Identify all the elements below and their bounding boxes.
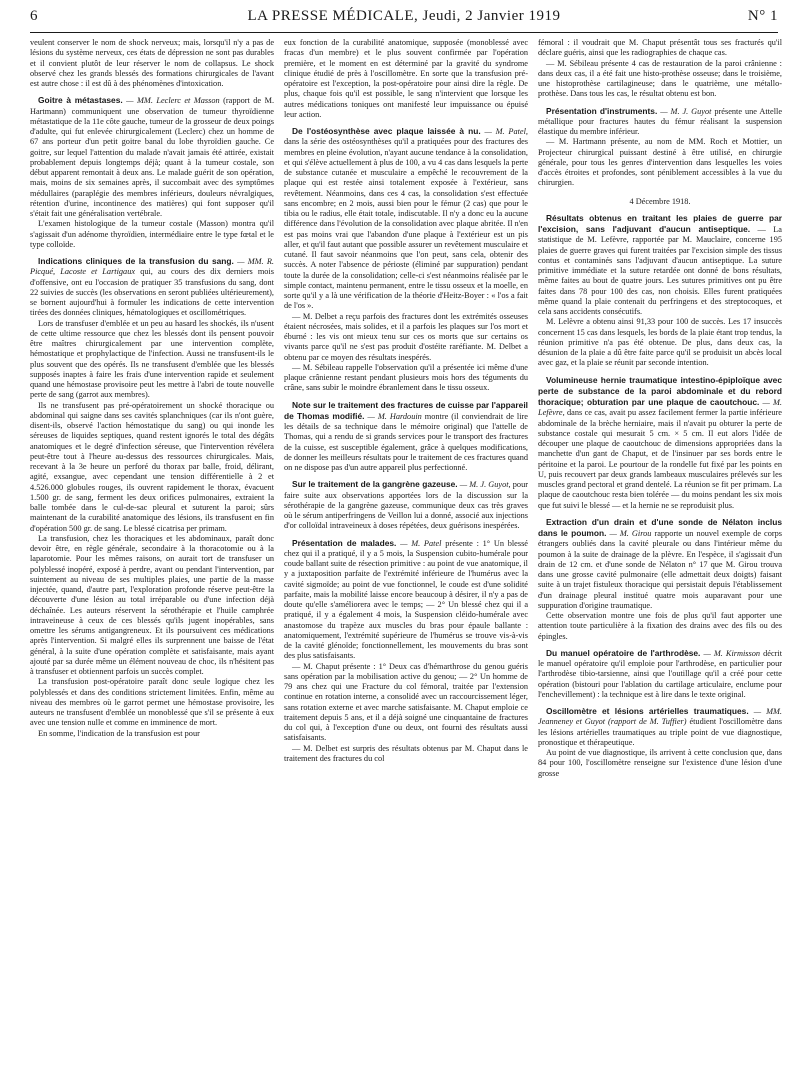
article-transfusion [30,256,274,319]
article-title: Note sur le traitement des fractures de cuisse par l'appareil de Thomas modifié. [284,399,528,421]
article-authors: — M. Lefèvre, [538,398,782,418]
paragraph: veulent conserver le nom de shock nerveux; mais, lorsqu'il n'y a pas de lésions du système nerveux, ces états de dépression ne sont pas durables et il convient plutôt de leur réserver le nom de collapsus. Le shock observé chez les grands blessés des formations chirurgicales de l'avant est autre chose : il est dû à des phénomènes d'intoxication. [30,38,274,88]
article-authors: — MM. Leclerc et Masson [126,96,220,106]
article-gangrene [284,479,528,531]
paragraph: Au point de vue diagnostique, ils arrivent à cette conclusion que, dans 84 pour 100, l'oscillomètre renseigne sur l'existence d'une lésion d'une grosse [538,748,782,778]
article-text: dans ce cas, avait pu assez facilement fermer la partie inférieure abdominale de la brèche herniaire, mais il n'avait pu obturer la perte de substance costale qui mesurait 5 cm. × 5 cm. Il eut alors l'idée de découper une plaque de caoutchouc de dimensions appropriées dans la manchette d'un gant de Chaput, et de l'insinuer par ses bords entre le péritoine et la paroi. Le pourtour de la rondelle fut fixé par les points en U, puis recouvert par deux grands lambeaux musculaires prélevés sur les muscles grand pectoral et grand dentelé. La réunion se fit per primam. La plaque de caoutchouc resta bien tolérée — du moins pendant les six mois que fut suivi le blessé — et la hernie ne se reproduisit plus. [538,408,782,510]
article-title: Goitre à métastases. [38,95,123,106]
journal-title: LA PRESSE MÉDICALE, Jeudi, 2 Janvier 1919 [247,8,561,24]
page-number: 6 [30,8,38,24]
article-title: Résultats obtenus en traitant les plaies de guerre par l'excision, sans l'adjuvant d'aucun antiseptique. [538,212,782,234]
article-instruments [538,106,782,138]
article-malades [284,538,528,662]
paragraph: L'examen histologique de la tumeur costale (Masson) montra qu'il s'agissait d'un adénome thyroïdien, intermédiaire entre le type fœtal et le type colloïde. [30,219,274,249]
article-text: montre (il conviendrait de lire les détails de sa technique dans le mémoire original) que l'attelle de Thomas, qui a rendu de si grands services pour le transport des fractures de la cuisse, est susceptible également, grâce à quelques modifications, de donner les meilleurs résultats pour le traitement de ces fractures quand on ne dispose pas d'un autre appareil plus perfectionné. [284,411,528,472]
article-goitre [30,95,274,219]
article-authors: — M. Patel [400,538,442,548]
column-left [30,38,274,1078]
article-authors: — MM. Jeanneney et Guyot (rapport de M. Tuffier) [538,707,782,727]
article-authors: — M. Patel, [484,127,528,136]
article-authors: — La statistique de M. Lefèvre, rapportée par M. Mauclaire, [538,225,782,245]
paragraph: La transfusion, chez les thoraciques et les abdominaux, paraît donc devoir être, en règle générale, secondaire à la thoracotomie ou à la laparotomie. Pour les mêmes raisons, on aurait tort de transfuser un polyblessé inopéré, exposé à perdre, avant ou pendant l'intervention, par suintement au niveau de ses multiples plaies, une partie de la masse injectée, quand, d'autre part, l'exploration profonde réserve peut-être la découverte d'une lésion au total irréparable ou d'une infection déjà déchaînée. Les auteurs réservent la sérothérapie et l'huile camphrée intraveineuse à ceux de ces blessés qu'ils jugent inopérables, sans omettre les sérums antigangreneux. Et ils poursuivent ces médications après l'intervention. Si malgré elles ils surprennent une baisse de l'état général, à la suite d'une opération complète et satisfaisante, mais ayant ajouté par sa durée même un élément nouveau de choc, ils n'hésitent pas à transfuser et obtiennent parfois un succès complet. [30,533,274,676]
article-authors: — M. Hardouin [367,411,422,421]
paragraph: Lors de transfuser d'emblée et un peu au hasard les shockés, ils n'usent de cette ultime ressource que chez les blessés dont ils pensent pouvoir être maîtres chirurgicalement par une intervention complète, hémostatique et prophylactique de l'infection. Aussi ne transfusent-ils le plus souvent que des opérés. Ils ne transfusent d'emblée que les blessés supposés inaptes à faire les frais d'une intervention rapide et seulement quand une hémostase provisoire peut les mettre à l'abri de toute nouvelle perte de sang (garrot aux membres). [30,318,274,400]
session-date: 4 Décembre 1918. [629,196,691,206]
article-drain [538,517,782,611]
paragraph: Ils ne transfusent pas pré-opératoirement un shocké thoracique ou abdominal qui saigne dans ses cavités splanchniques (car ils n'ont guère, disent-ils, observé l'action hémostatique du sang) ou qui inonde les séreuses de liquides septiques, quand restent ignorés le total des dégâts anatomiques et le degré d'infection séreuse, que l'intervention révélera peut-être tout à l'heure au-dessus des ressources chirurgicales. Mais, recevant à la 3e heure un perforé du thorax par balle, froid, délirant, agité, exsangue, avec cependant une tension différentielle à 2 et 4.526.000 globules rouges, ils ouvrent rapidement le thorax, évacuent 1.500 gr. de sang, ferment les deux orifices pulmonaires, extraient la balle tombée dans le cul-de-sac pleural et suturent la paroi; sûrs maintenant de la curabilité anatomique des lésions, ils transfusent en fin d'opération 500 gr. de sang. Le blessé cicatrisa per primam. [30,400,274,533]
article-thomas [284,400,528,474]
paragraph: — M. Chaput présente : 1° Deux cas d'hémarthrose du genou guéris sans opération par la mobilisation active du genou; — 2° Un homme de 79 ans chez qui une Fracture du col fémoral, traitée par l'extension continue en rotation interne, a consolidé avec un raccourcissement léger, sans rotation externe et avec marche satisfaisante. M. Chaput emploie ce traitement depuis 5 ans, et il a déjà soigné une cinquantaine de fractures du col qui, à l'exception d'une ou deux, ont fourni des résultats aussi satisfaisants. [284,661,528,743]
article-authors: — M. J. Guyot [660,106,712,116]
article-title: Présentation de malades. [292,537,397,548]
article-authors: — M. J. Guyot, [459,480,511,490]
article-text: pour faire suite aux observations apportées lors de la discussion sur la sérothérapie de la gangrène gazeuse, communique deux cas très graves où le sérum antiperfringens de Veillon lui a donné, associé aux injections d'or colloïdal intraveineux à doses répétées, deux guérisons inespérées. [284,480,528,531]
article-title: Indications cliniques de la transfusion du sang. [38,256,234,266]
article-text: étudient l'oscillomètre dans les lésions artérielles traumatiques au triple point de vue diagnostique, pronostique et thérapeutique. [538,717,782,747]
article-title: Extraction d'un drain et d'une sonde de Nélaton inclus dans le poumon. [538,516,782,538]
article-title: Présentation d'instruments. [546,105,658,116]
paragraph: — M. Sébileau rappelle l'observation qu'il a présentée ici même d'une plaque crânienne restant pendant plusieurs mois hors des téguments du crâne, sans subir le moindre ébranlement dans le tissu osseux. [284,362,528,393]
paragraph: — M. Hartmann présente, au nom de MM. Roch et Mottier, un Projecteur chirurgical puissant destiné à être utilisé, en chirurgie générale, pour tous les genres d'intervention dans lesquelles les voies d'accès étroites et profondes, sont péniblement accessibles à la vue du chirurgien. [538,137,782,188]
article-title: Volumineuse hernie traumatique intestino-épiploïque avec perte de substance de la paroi abdominale et du rebord thoracique; obturation par une plaque de caoutchouc. [538,374,782,407]
article-text: dans la série des ostéosynthèses qu'il a pratiquées pour des fractures des membres en pleine évolution, n'ayant aucune tendance à la consolidation, et qui s'élève actuellement à plus de 100, a vu 4 cas dans lesquels la perte de substance cutanée et musculaire a empêché le recouvrement de la plaque qui est restée ainsi totalement exposée à l'extérieur, sans revêtement. Néanmoins, dans ces 4 cas, la consolidation s'est effectuée sans encombre; en 2 mois, aussi bien pour le fémur (2 cas) que pour le tibia ou le radius, elle était totale, indiscutable. Il n'y a donc eu la aucune différence dans l'évolution de la consolidation avec plaque abritée. Il n'en est pas moins vrai que l'abandon d'une plaque à l'extérieur est un pis aller, et qu'il faut autant que possible assurer un revêtement musculaire et cutané. Il faut savoir néanmoins que l'on peut, sans cela, obtenir des succès. A noter l'absence de périoste (éliminé par suppuration) pendant toute la durée de la consolidation; celle-ci s'est néanmoins réalisée par le simple contact, maintenu permanent, entre le tissu osseux et la moelle, en sorte qu'il y a là une vérification de la théorie d'Heitz-Boyer : « l'os a fait de l'os ». [284,137,528,311]
article-text: qui, au cours des dix derniers mois d'offensive, ont eu l'occasion de pratiquer 35 transfusions du sang, dont 22 suivies de succès (les observations en seront publiées ultérieurement), se bornent aujourd'hui à formuler les indications de cette intervention tirées des données cliniques, hématologiques et oscillométriques. [30,267,274,318]
article-hernie [538,375,782,511]
paragraph: La transfusion post-opératoire paraît donc seule logique chez les polyblessés et dans des conditions strictement limitées. Enfin, même au niveau des membres où le garrot permet une hémostase provisoire, les auteurs ne transfusent d'emblée un monoblessé que s'il se présente à eux avec une tension nulle et comme en imminence de mort. [30,677,274,728]
paragraph: — M. Delbet a reçu parfois des fractures dont les extrémités osseuses étaient nécrosées, mais solides, et il a parfois les plaques sur l'os mort et éburné : les vis ont mieux tenu sur ces os morts que sur certains os vivants parce qu'il ne s'est pas produit d'ostéite raréfiante. M. Delbet a obtenu par ce moyen des résultats inespérés. [284,311,528,362]
column-right [538,38,782,1078]
paragraph: — M. Sébileau présente 4 cas de restauration de la paroi crânienne : dans deux cas, il a été fait une histo-prothèse osseuse; dans le troisième, une histoprothèse cartilagineuse; dans le quatrième, une métallo-prothèse. Dans tous les cas, le résultat obtenu est bon. [538,58,782,99]
paragraph: — M. Delbet est surpris des résultats obtenus par M. Chaput dans le traitement des fractures du col [284,743,528,763]
column-middle [284,38,528,1078]
article-text: rapporte un nouvel exemple de corps étrangers oubliés dans la cavité pleurale ou dans l'intérieur même du poumon à la suite de drainage de la plèvre. En l'espèce, il s'agissait d'un drain de 12 cm. et d'une sonde de Nélaton n° 17 que M. Girou trouva dans une grosse cavité pulmonaire (elle admettait deux doigts) faisant suite à un trajet fistuleux thoracique qui persistait depuis l'établissement d'un drainage pleural institué quatre mois auparavant pour une suppuration d'origine traumatique. [538,529,782,610]
article-text: décrit le manuel opératoire qu'il emploie pour l'arthrodèse, en particulier pour l'arthrodèse tibio-tarsienne, ainsi que l'outillage qu'il a créé pour cette opération (bistouri pour l'ablation du cartilage articulaire, enclume pour l'enchevillement) : la technique est à lire dans le texte original. [538,648,782,699]
article-title: De l'ostéosynthèse avec plaque laissée à nu. [292,126,481,136]
article-title: Sur le traitement de la gangrène gazeuse. [292,479,458,490]
article-title: Du manuel opératoire de l'arthrodèse. [546,647,701,658]
article-osteosynthese [284,126,528,312]
paragraph: eux fonction de la curabilité anatomique, supposée (monoblessé avec fracas d'un membre) et le plus souvent confirmée par l'opération première, et le moment en est déterminé par la gravité du syndrome clinique étudié de près à l'oscillomètre. En sorte que la transfusion pré-opératoire est l'exception, la post-opératoire pour ainsi dire la règle. De plus, chaque fois qu'il est possible, le sang n'intervient que lorsque les autres médications toniques ont manifesté leur impuissance ou épuisé leur action. [284,38,528,119]
article-text: présente une Attelle métallique pour fractures hautes du fémur réalisant la suspension élastique du membre inférieur. [538,106,782,136]
article-excision [538,213,782,318]
article-title: Oscillomètre et lésions artérielles traumatiques. [546,706,749,716]
article-oscillometre [538,706,782,748]
paragraph: Cette observation montre une fois de plus qu'il faut apporter une attention toute particulière à la fixation des drains avec des fils ou des épingles. [538,611,782,641]
page-header [30,6,778,33]
issue-number: N° 1 [747,8,778,24]
paragraph: fémoral : il voudrait que M. Chaput présentât tous ses fracturés qu'il déclare guéris, ainsi que les radiographies de chaque cas. [538,38,782,58]
paragraph: M. Lelèvre a obtenu ainsi 91,33 pour 100 de succès. Les 17 insuccès concernent 15 cas dans lesquels, les bords de la plaie étant trop tendus, la réunion primitive n'a pas été obtenue. De plus, dans deux cas, la désunion de la plaie a dû être faite parce qu'il se produisit un abcès local avec gaz, et la plaie se réunit par seconde intention. [538,317,782,368]
article-text: concerne 195 plaies de guerre graves qui furent traitées par l'excision simple des tissus contus et contaminés sans l'adjuvant d'aucun antiseptique. La suture primitive immédiate et la suture retardée ont donné de bons résultats, même faites au bout de quatre jours. Les sutures primitives ont pu être faites dans 78 pour 100 des cas, non choisis. Elles furent pratiquées même quand la plaie contenait du perfringens et des streptocoques, et cela sans accidents consécutifs. [538,235,782,316]
article-authors: — M. Girou [609,529,652,538]
article-authors: — MM. R. Picqué, Lacoste et Lartigaux [30,257,274,277]
article-text: (rapport de M. Hartmann) communiquent une observation de tumeur thyroïdienne métastatique de la 11e côte gauche, tumeur de la grosseur de deux poings d'adulte, qui fut enlevée chirurgicalement (Leclerc) chez un homme de 67 ans porteur d'un petit goitre banal du lobe thyroïdien gauche. Ce goitre, sur lequel l'attention du malade n'avait jamais été attirée, existait probablement depuis longtemps déjà; quant à la tumeur costale, son début apparent remontait à deux ans. Le malade guérit de son opération, mais, moins de six semaines après, il succombait avec des symptômes médullaires (paraplégie des membres inférieurs, douleurs névralgiques, rétention d'urine, incontinence des matières) qui font supposer qu'il s'était fait une généralisation vertébrale. [30,96,274,218]
paragraph: En somme, l'indication de la transfusion est pour [38,728,200,738]
article-arthrodese [538,648,782,700]
article-authors: — M. Kirmisson [703,648,761,658]
article-text: présente : 1° Un blessé chez qui il a pratiqué, il y a 5 mois, la Suspension cubito-humérale pour coude ballant suite de résection primitive : au point de vue anatomique, il y a juxtaposition parfaite de l'extrémité inférieure de l'humérus avec la cavité sigmoïde; au point de vue fonctionnel, le coude est d'une solidité parfaite, mais la mobilité laisse encore beaucoup à désirer, il n'y a pas de doute qu'elle s'améliorera avec le temps; — 2° Un blessé chez qui il a pratiqué, il y a également 4 mois, la Suspension cléido-humérale avec anastomose du trapèze aux muscles du bras pour épaule ballante : anatomiquement, l'extrémité supérieure de l'humérus se trouve vis-à-vis de la cavité glénoïde; fonctionnellement, les mouvements du bras sont des plus satisfaisants. [284,538,528,661]
